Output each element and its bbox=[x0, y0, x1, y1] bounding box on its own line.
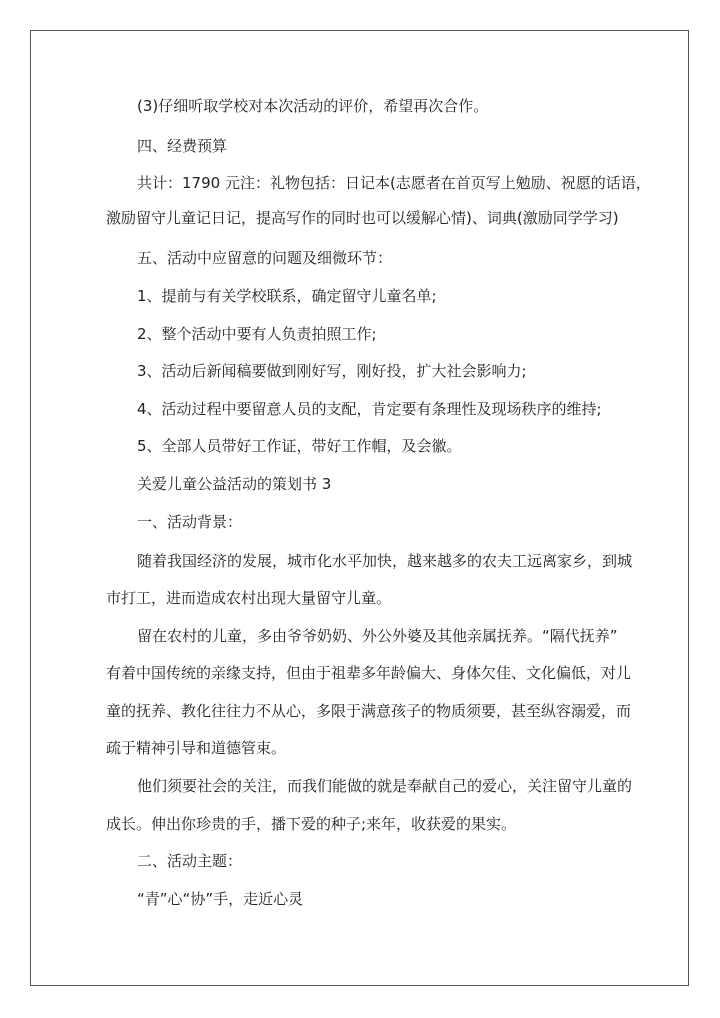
list-item: 1、提前与有关学校联系，确定留守儿童名单; bbox=[137, 287, 437, 305]
list-item: 4、活动过程中要留意人员的支配，肯定要有条理性及现场秩序的维持; bbox=[137, 400, 602, 418]
text-line: 市打工，进而造成农村出现大量留守儿童。 bbox=[106, 589, 392, 607]
section-heading-notes: 五、活动中应留意的问题及细微环节： bbox=[137, 249, 393, 267]
text-line: 童的抚养、教化往往力不从心，多限于满意孩子的物质须要，甚至纵容溺爱，而 bbox=[106, 702, 632, 720]
text-line: (3)仔细听取学校对本次活动的评价，希望再次合作。 bbox=[137, 97, 489, 115]
document-section-title: 关爱儿童公益活动的策划书 3 bbox=[137, 475, 332, 493]
section-heading-background: 一、活动背景： bbox=[137, 513, 243, 531]
list-item: 5、全部人员带好工作证，带好工作帽，及会徽。 bbox=[137, 437, 462, 455]
section-heading-budget: 四、经费预算 bbox=[137, 137, 228, 155]
list-item: 2、整个活动中要有人负责拍照工作; bbox=[137, 325, 377, 343]
text-line: 共计：1790 元注：礼物包括：日记本(志愿者在首页写上勉励、祝愿的话语， bbox=[137, 174, 651, 192]
text-line: 激励留守儿童记日记，提高写作的同时也可以缓解心情)、词典(激励同学学习) bbox=[106, 209, 619, 227]
theme-slogan: “青”心“协”手，走近心灵 bbox=[137, 890, 304, 908]
section-heading-theme: 二、活动主题： bbox=[137, 852, 243, 870]
text-line: 疏于精神引导和道德管束。 bbox=[106, 739, 287, 757]
text-line: 留在农村的儿童，多由爷爷奶奶、外公外婆及其他亲属抚养。“隔代抚养” bbox=[137, 627, 618, 645]
text-line: 有着中国传统的亲缘支持，但由于祖辈多年龄偏大、身体欠佳、文化偏低，对儿 bbox=[106, 664, 632, 682]
list-item: 3、活动后新闻稿要做到刚好写，刚好投，扩大社会影响力; bbox=[137, 362, 527, 380]
text-line: 随着我国经济的发展，城市化水平加快，越来越多的农夫工远离家乡，到城 bbox=[137, 552, 633, 570]
text-line: 成长。伸出你珍贵的手，播下爱的种子;来年，收获爱的果实。 bbox=[106, 815, 517, 833]
text-line: 他们须要社会的关注，而我们能做的就是奉献自己的爱心，关注留守儿童的 bbox=[137, 777, 633, 795]
